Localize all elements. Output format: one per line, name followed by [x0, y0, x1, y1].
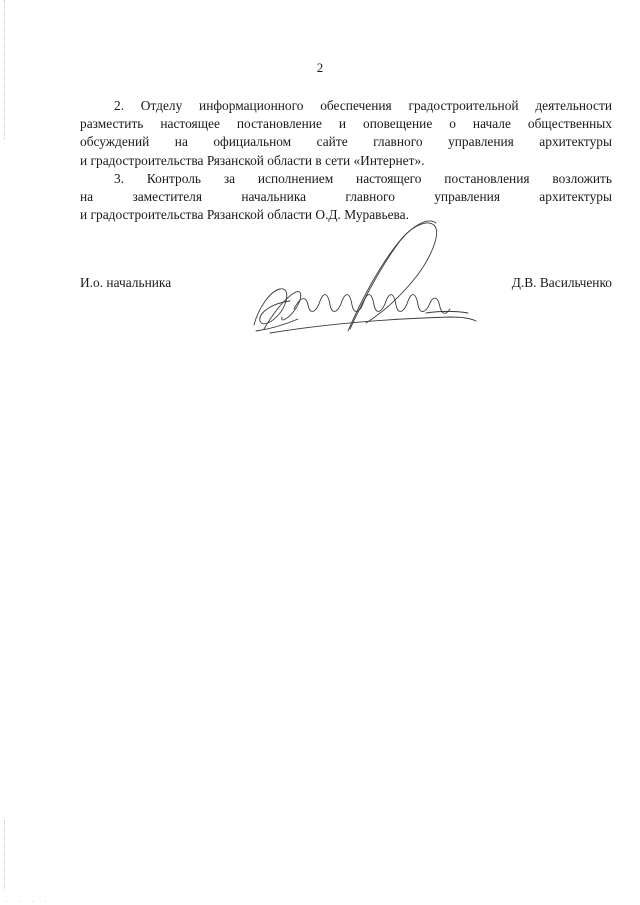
- scan-edge-marks: [4, 820, 7, 890]
- paragraph-line: 2. Отделу информационного обеспечения градостроительной деятельности: [114, 98, 612, 113]
- scan-dots: . . . .: [4, 897, 51, 904]
- paragraph-line: разместить настоящее постановление и оповещение о начале общественных: [80, 116, 612, 132]
- document-body: [80, 97, 612, 224]
- handwritten-signature: [250, 213, 480, 343]
- signer-name: Д.В. Васильченко: [511, 275, 612, 290]
- paragraph-line: обсуждений на официальном сайте главного управления архитектуры: [80, 134, 612, 150]
- paragraph-line: и градостроительства Рязанской области в сети «Интернет».: [80, 152, 425, 168]
- paragraph-line: 3. Контроль за исполнением настоящего постановления возложить: [114, 170, 612, 186]
- paragraph-line: и градостроительства Рязанской области О.Д. Муравьева.: [80, 207, 409, 223]
- page-number: 2: [316, 60, 324, 75]
- signer-title: И.о. начальника: [80, 275, 172, 290]
- paragraph-line: на заместителя начальника главного управления архитектуры: [80, 189, 612, 205]
